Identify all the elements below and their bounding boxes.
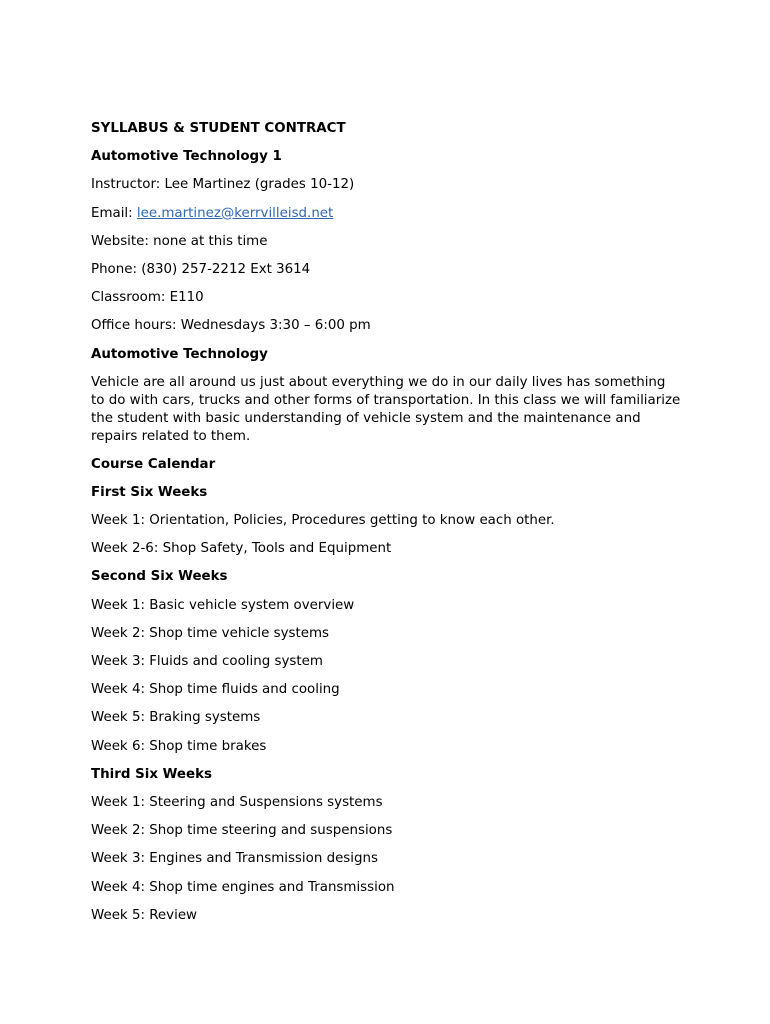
syllabus-content [91, 120, 691, 935]
third-week-item: Week 2: Shop time steering and suspensions [91, 823, 393, 839]
instructor-line: Instructor: Lee Martinez (grades 10-12) [91, 177, 355, 193]
course-description: Vehicle are all around us just about everything we do in our daily lives has something to do with cars, trucks and other forms of transportation. In this class we will familiarize the student with basic understanding of vehicle system and the maintenance and repairs related to them. [91, 374, 681, 444]
classroom-line: Classroom: E110 [91, 290, 204, 306]
second-week-item: Week 6: Shop time brakes [91, 738, 267, 754]
email-link[interactable]: lee.martinez@kerrvilleisd.net [136, 205, 334, 221]
calendar-heading: Course Calendar [91, 456, 216, 472]
third-week-item: Week 5: Review [91, 907, 198, 923]
first-six-weeks-heading: First Six Weeks [91, 484, 208, 500]
second-week-item: Week 4: Shop time fluids and cooling [91, 682, 340, 698]
first-week-item: Week 2-6: Shop Safety, Tools and Equipment [91, 541, 392, 557]
document-title: SYLLABUS & STUDENT CONTRACT [91, 121, 346, 136]
website-line: Website: none at this time [91, 233, 268, 249]
office-hours-line: Office hours: Wednesdays 3:30 – 6:00 pm [91, 318, 371, 334]
second-week-item: Week 1: Basic vehicle system overview [91, 597, 355, 613]
third-six-weeks-heading: Third Six Weeks [91, 766, 212, 782]
email-label: Email: [91, 205, 137, 221]
first-week-item: Week 1: Orientation, Policies, Procedures getting to know each other. [91, 513, 555, 529]
second-six-weeks-heading: Second Six Weeks [91, 569, 228, 585]
third-week-item: Week 4: Shop time engines and Transmission [91, 879, 395, 895]
phone-line: Phone: (830) 257-2212 Ext 3614 [91, 261, 311, 277]
second-week-item: Week 5: Braking systems [91, 710, 261, 726]
email-line [91, 205, 691, 233]
second-week-item: Week 2: Shop time vehicle systems [91, 625, 330, 641]
course-name: Automotive Technology 1 [91, 149, 282, 165]
second-week-item: Week 3: Fluids and cooling system [91, 654, 323, 669]
third-week-item: Week 3: Engines and Transmission designs [91, 851, 378, 867]
third-week-item: Week 1: Steering and Suspensions systems [91, 794, 383, 810]
section-heading: Automotive Technology [91, 346, 268, 362]
